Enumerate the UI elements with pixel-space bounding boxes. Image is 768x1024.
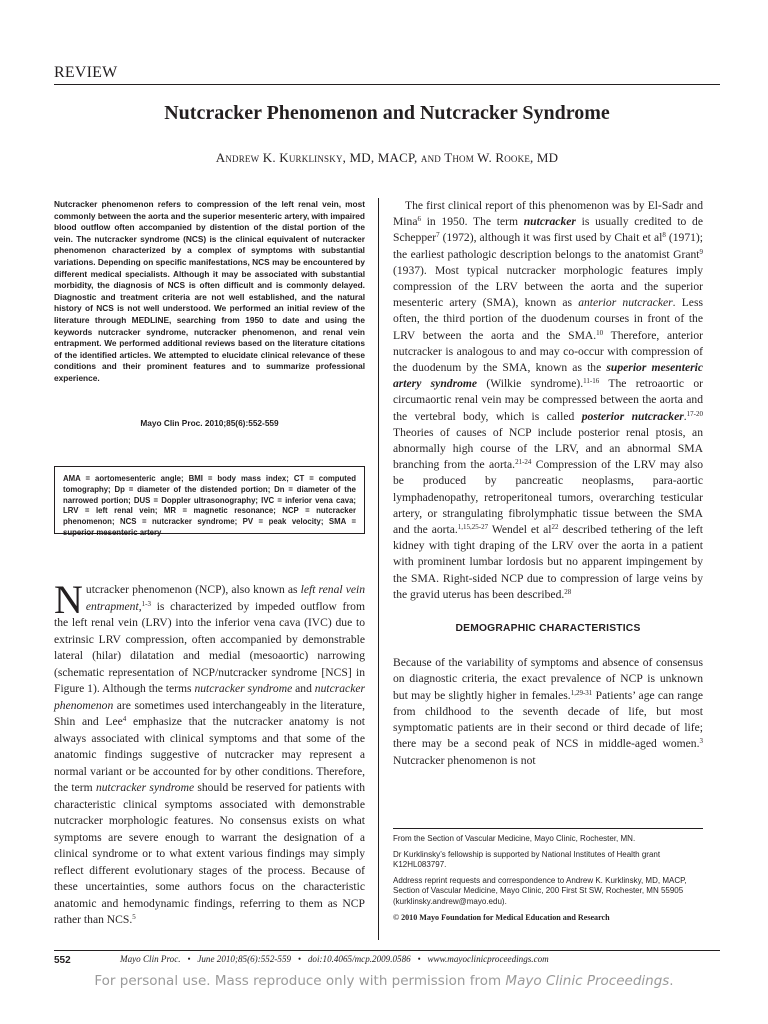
journal-citation-line: Mayo Clin Proc. • June 2010;85(6):552-559 • doi:10.4065/mcp.2009.0586 • www.mayoclinicproceedings.com [120, 954, 549, 964]
abbreviations-box: AMA = aortomesenteric angle; BMI = body mass index; CT = computed tomography; Dp = diameter of the distended portion; Dn = diameter of the narrowed portion; DUS = Doppler ultrasonography; IVC = inferior vena cava; LRV = left renal vein; MR = magnetic resonance; NCP = nutcracker phenomenon; NCS = nutcracker syndrome; PV = peak velocity; SMA = superior mesenteric artery [54, 466, 365, 534]
citation-ref: 5 [132, 913, 136, 921]
text-run: Compression of the LRV may also be produced by pancreatic neoplasms, para-aortic lymphadenopathy, retroperitoneal tumors, overarching testicular artery, or strangulating fibrolymphatic tissue between the SMA and the aorta. [393, 458, 703, 537]
correspondence-note: Address reprint requests and correspondence to Andrew K. Kurklinsky, MD, MACP, Section of Vascular Medicine, Mayo Clinic, 200 First St SW, Rochester, MN 55905 (kurklinsky.andrew@mayo.edu). [393, 875, 687, 906]
section-label: REVIEW [54, 64, 118, 81]
permission-notice [0, 973, 768, 989]
citation-ref: 1,15,25-27 [457, 523, 489, 532]
text-run: are sometimes used interchangeably in the literature, Shin and Lee [54, 698, 365, 728]
term-emphasis: nutcracker syndrome [95, 781, 195, 794]
citation-ref: 1-3 [141, 599, 151, 608]
text-run: Theories of causes of NCP include posterior renal ptosis, an abnormally high course of the LRV, and an abnormal SMA branching from the aorta. [393, 425, 703, 472]
text-run: is characterized by impeded outflow from the left renal vein (LRV) into the inferior vena cava (IVC) due to extrinsic LRV compression, often accompanied by demonstrable lateral (hilar) dilatation and medial (mesoaortic) narrowing (schematic representation of NCP/nutcracker syndrome [NCS] in Figure 1). Although the terms [54, 599, 365, 695]
citation-ref: 7 [436, 231, 440, 240]
text-run: described tethering of the left kidney with tight draping of the LRV over the aorta in a patient with prominent lumbar lordosis but no apparent impingement by the SMA. Right-sided NCP due to compression of large veins by the gravid uterus has been described. [393, 523, 703, 601]
page-number: 552 [54, 955, 71, 966]
citation-ref: 3 [699, 737, 703, 746]
text-run: Because of the variability of symptoms and absence of consensus on diagnostic criteria, the exact prevalence of NCP is unknown but may be slightly higher in females. [393, 656, 703, 702]
text-run: and [292, 682, 315, 695]
journal-name: Mayo Clinic Proceedings [505, 973, 670, 989]
abstract-citation: Mayo Clin Proc. 2010;85(6):552-559 [140, 418, 279, 428]
section-heading: DEMOGRAPHIC CHARACTERISTICS [455, 623, 641, 635]
text-run: (Wilkie syndrome). [477, 377, 584, 391]
citation-ref: 28 [564, 587, 572, 596]
body-paragraph [393, 198, 703, 603]
text-run: (1972), although it was first used by Chait et al [439, 231, 663, 245]
permission-text: . [669, 973, 674, 989]
abstract: Nutcracker phenomenon refers to compression of the left renal vein, most commonly between the aorta and the superior mesenteric artery, with impaired blood outflow often accompanied by distention of the distal portion of the vein. The nutcracker syndrome (NCS) is the clinical equivalent of nutcracker phenomenon characterized by a complex of symptoms with substantial variations. Depending on specific manifestations, NCS may be encountered by different medical specialists. Although it may be associated with substantial morbidity, the diagnosis of NCS is often difficult and is commonly delayed. Diagnostic and treatment criteria are not well established, and the natural history of NCS is not well understood. We performed an initial review of the literature through MEDLINE, searching from 1950 to date and using the keywords nutcracker syndrome, nutcracker phenomenon, and renal vein entrapment. We performed additional reviews based on the literature citations of the identified articles. We attempted to elucidate clinical relevance of these conditions and their prominent features and to summarize professional experience. [54, 199, 365, 383]
citation-ref: 17-20 [686, 409, 703, 418]
text-run: utcracker phenomenon (NCP), also known as [85, 583, 301, 596]
text-run: is usually credited to de Schepper [393, 215, 703, 245]
text-run: . [683, 409, 687, 423]
column-divider [378, 198, 379, 940]
citation-ref: 9 [699, 247, 703, 256]
citation-ref: 11-16 [583, 377, 600, 386]
term-emphasis: posterior nutcracker [581, 409, 684, 423]
right-body-column [393, 198, 703, 769]
term-emphasis: left renal vein entrapment [85, 583, 366, 613]
text-run: (1937). Most typical nutcracker morphologic features imply compression of the LRV between the aorta and the superior mesenteric artery (SMA), known as [393, 263, 703, 310]
permission-text: For personal use. Mass reproduce only with permission from [94, 973, 506, 989]
citation-ref: 10 [596, 328, 604, 337]
text-run: The retroaortic or circumaortic renal vein may be compressed between the aorta and the vertebral body, which is called [393, 377, 703, 423]
text-run: should be reserved for patients with characteristic clinical symptoms associated with demonstrable nutcracker morphologic features. No consensus exists on what symptoms are severe enough to warrant the designation of a clinical syndrome or to what extent various findings may simply reflect different evolutionary stages of the process. Because of these uncertainties, some authors focus on the characteristic anatomic and hemodynamic findings, referring to them as NCP rather than NCS. [54, 781, 366, 926]
funding-note: Dr Kurklinsky’s fellowship is supported by National Institutes of Health grant K12HL083797. [393, 849, 661, 870]
citation-ref: 1,29-31 [570, 688, 593, 697]
text-run: Wendel et al [488, 523, 552, 537]
citation-ref: 8 [662, 231, 666, 240]
article-title: Nutcracker Phenomenon and Nutcracker Syndrome [164, 102, 610, 124]
affiliation-note: From the Section of Vascular Medicine, Mayo Clinic, Rochester, MN. [393, 834, 636, 843]
citation-ref: 21-24 [515, 458, 532, 467]
text-run: Patients’ age can range from childhood to the seventh decade of life, but most symptomatic patients are in their second or third decade of life; there may be a second peak of NCS in middle-aged women. [393, 688, 704, 751]
text-run: emphasize that the nutcracker anatomy is not always associated with clinical symptoms and that some of the anatomic findings suggestive of nutcracker may represent a normal variant or be accounted for by other conditions. Therefore, the term [54, 715, 365, 794]
term-emphasis: nutcracker syndrome [194, 682, 293, 695]
text-run: Nutcracker phenomenon is not [393, 753, 536, 767]
citation-ref: 22 [551, 523, 559, 532]
text-run: Therefore, anterior nutcracker is analogous to and may co-occur with compression of the duodenum by the SMA, known as the [393, 328, 703, 375]
term-emphasis: anterior nutcracker [578, 296, 673, 310]
left-body-column: Nutcracker phenomenon (NCP), also known as left renal vein entrapment,$^{1-3}$ is characterized by impeded outflow from the left renal vein (LRV) into the inferior vena cava (IVC) due to extrinsic LRV compression, often accompanied by demonstrable lateral (hilar) dilatation and medial (mesoaortic) narrowing (schematic representation of NCP/nutcracker syndrome [NCS] in Figure 1). Although the terms nutcracker syndrome and nutcracker phenomenon are sometimes used interchangeably in the literature, Shin and Lee$^4$ emphasize that the nutcracker anatomy is not always associated with clinical symptoms and that some of the anatomic findings suggestive of nutcracker may represent a normal variant or be accounted for by other conditions. Therefore, the term nutcracker syndrome should be reserved for patients with characteristic clinical symptoms associated with demonstrable nutcracker morphologic features. No consensus exists on what symptoms are severe enough to warrant the designation of a clinical syndrome or to what extent various findings may simply reflect different evolutionary stages of the process. Because of these uncertainties, some authors focus on the characteristic anatomic and hemodynamic findings, referring to them as NCP rather than NCS.$^5$ [54, 577, 366, 926]
term-emphasis: superior mesenteric artery syndrome [393, 361, 704, 391]
drop-cap: N [54, 577, 83, 622]
copyright-note: © 2010 Mayo Foundation for Medical Education and Research [393, 912, 610, 922]
body-paragraph [393, 655, 703, 768]
footnotes [393, 834, 705, 928]
footnote-divider [393, 828, 703, 829]
section-divider [54, 84, 720, 85]
text-run: . Less often, the third portion of the duodenum courses in front of the LRV between the aorta and the SMA. [393, 296, 703, 342]
footer-divider [54, 950, 720, 951]
text-run: The first clinical report of this phenomenon was by El-Sadr and Mina [393, 199, 703, 229]
citation-ref: 6 [417, 215, 421, 224]
term-emphasis: nutcracker [523, 215, 576, 229]
text-run: (1971); the earliest pathologic description belongs to the anatomist Grant [393, 231, 704, 261]
text-run: in 1950. The term [420, 215, 524, 229]
term-emphasis: nutcracker phenomenon [54, 682, 366, 712]
author-line: Andrew K. Kurklinsky, MD, MACP, and Thom W. Rooke, MD [215, 150, 559, 165]
citation-ref: 4 [122, 715, 127, 723]
